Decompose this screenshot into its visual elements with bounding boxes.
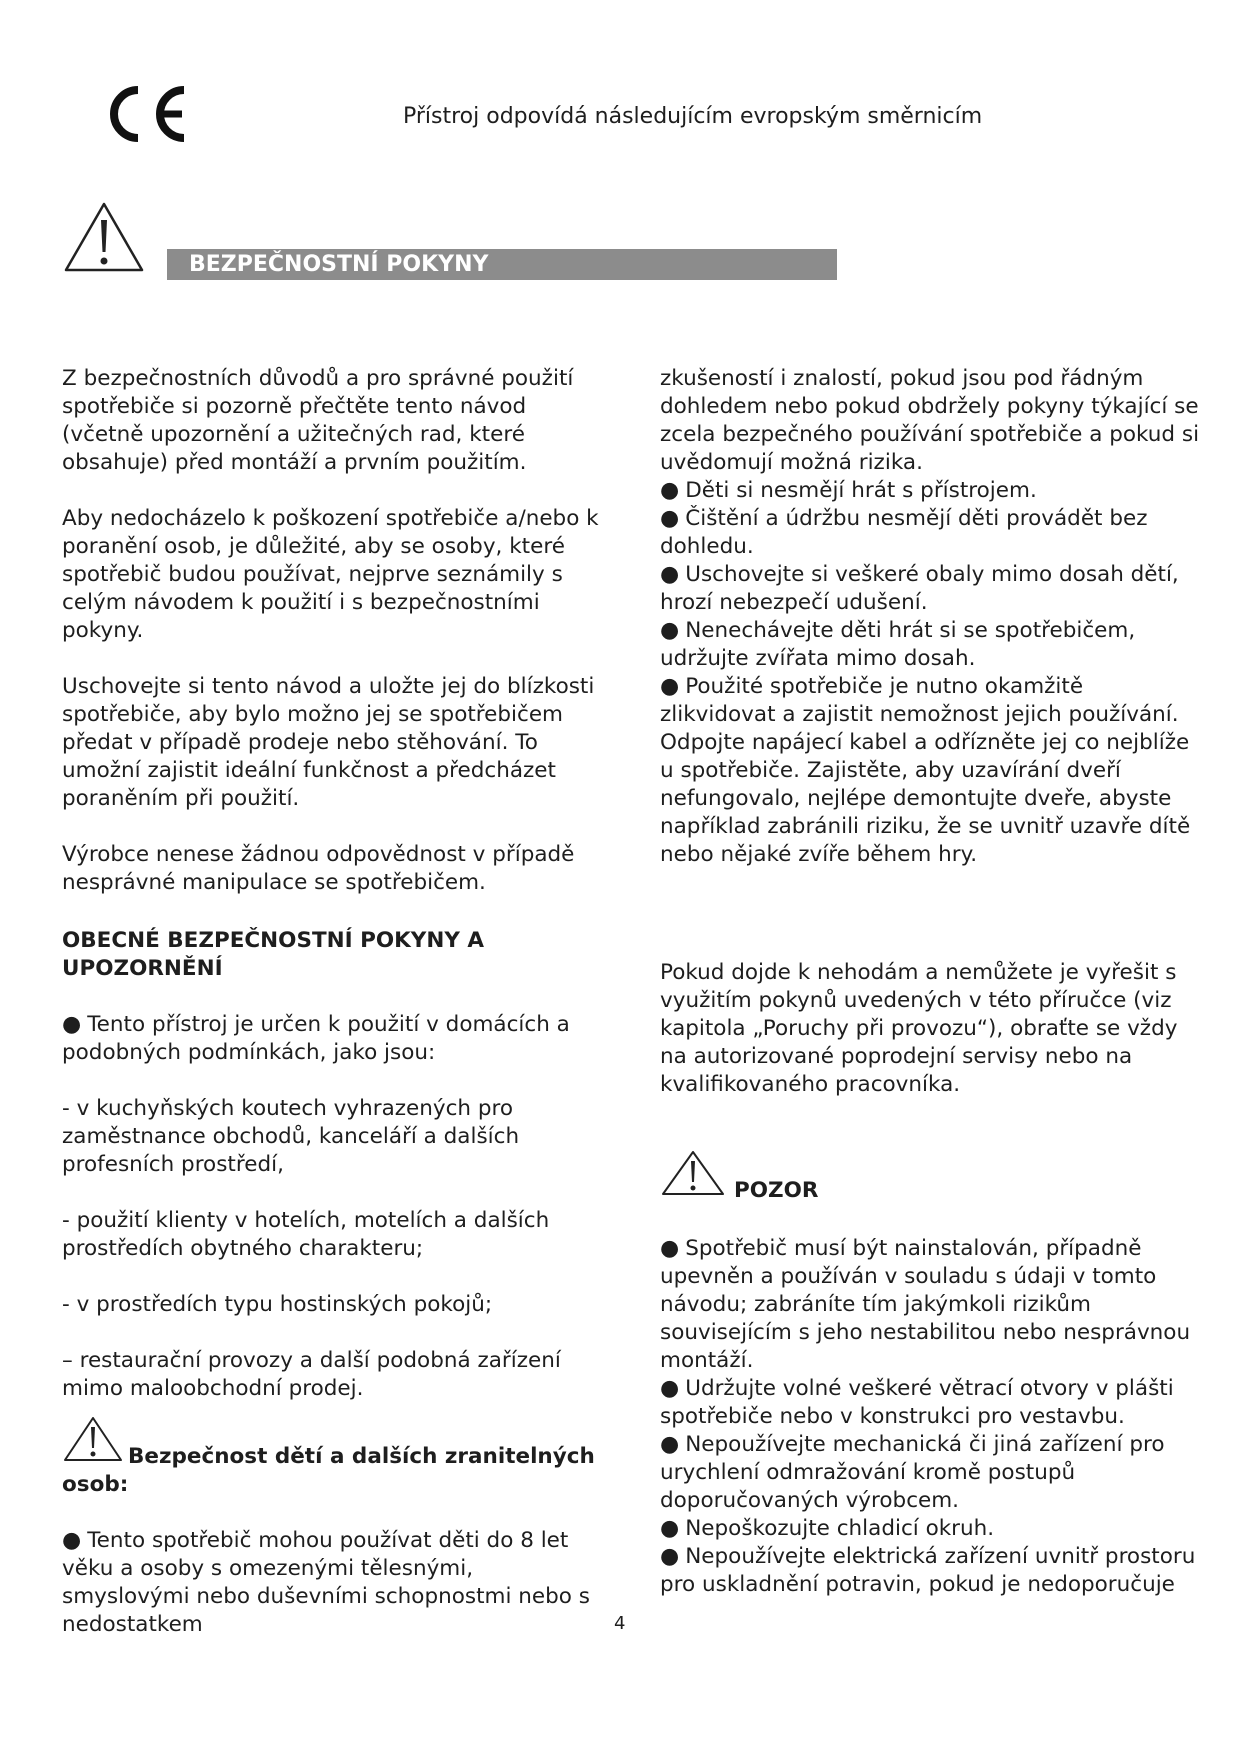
- bullet-text: Použité spotřebiče je nutno okamžitě zlikvidovat a zajistit nemožnost jejich používání. Odpojte napájecí kabel a odřízněte jej co nejblíže u spotřebiče. Zajistěte, aby uzavírání dveří nefungovalo, nejlépe demontujte dveře, abyste například zabránili riziku, že se uvnitř uzavře dítě nebo nějaké zvíře během hry.: [660, 674, 1191, 867]
- bullet-text: Nenechávejte děti hrát si se spotřebičem, udržujte zvířata mimo dosah.: [660, 618, 1136, 671]
- section-title: BEZPEČNOSTNÍ POKYNY: [189, 252, 489, 277]
- pozor-bullet: [660, 1515, 1200, 1543]
- pozor-bullet: [660, 1543, 1200, 1599]
- continued-paragraph: zkušeností i znalostí, pokud jsou pod řádným dohledem nebo pokud obdržely pokyny týkající se zcela bezpečného používání spotřebiče a pokud si uvědomují možná rizika.: [660, 366, 1200, 475]
- bullet-dot: ●: [660, 674, 680, 699]
- warning-triangle-small-icon: [62, 1415, 128, 1471]
- liability-paragraph: Výrobce nenese žádnou odpovědnost v případě nesprávné manipulace se spotřebičem.: [62, 842, 575, 895]
- injury-paragraph: Aby nedocházelo k poškození spotřebiče a/nebo k poranění osob, je důležité, aby se osoby, které spotřebič budou používat, nejprve seznámily s celým návodem k použití i s bezpečnostními pokyny.: [62, 506, 599, 643]
- bullet-domestic: [62, 1011, 602, 1067]
- bullet-dot: ●: [660, 1376, 680, 1401]
- bullet-text: Děti si nesmějí hrát s přístrojem.: [685, 478, 1037, 503]
- bullet-dot: ●: [62, 1012, 82, 1037]
- bullet-dot: ●: [660, 1544, 680, 1569]
- bullet-item: [660, 617, 1200, 673]
- children-heading-text-2: osob:: [62, 1472, 129, 1497]
- bullet-dot: ●: [660, 1516, 680, 1541]
- left-column: [62, 365, 602, 1667]
- bullet-text: Spotřebič musí být nainstalován, případně upevněn a používán v souladu s údaji v tomto návodu; zabráníte tím jakýmkoli rizikům souvisejícím s jeho nestabilitou nebo nesprávnou montáží.: [660, 1236, 1191, 1373]
- ce-mark: [100, 82, 190, 146]
- bullet-item: [660, 505, 1200, 561]
- keep-manual-paragraph: Uschovejte si tento návod a uložte jej do blízkosti spotřebiče, aby bylo možno jej se spotřebičem předat v případě prodeje nebo stěhování. To umožní zajistit ideální funkčnost a předcházet poraněním při použití.: [62, 674, 595, 811]
- bullet-dot: ●: [62, 1528, 82, 1553]
- list-item-restaurants: – restaurační provozy a další podobná zařízení mimo maloobchodní prodej.: [62, 1348, 561, 1401]
- bullet-text: Nepoužívejte elektrická zařízení uvnitř prostoru pro uskladnění potravin, pokud je nedoporučuje: [660, 1544, 1196, 1597]
- bullet-dot: ●: [660, 506, 680, 531]
- pozor-bullet: [660, 1375, 1200, 1431]
- ce-mark-icon: [100, 82, 190, 146]
- bullet-text: Udržujte volné veškeré větrací otvory v plášti spotřebiče nebo v konstrukci pro vestavbu.: [660, 1376, 1174, 1429]
- children-heading-text: Bezpečnost dětí a dalších zranitelných: [128, 1444, 595, 1469]
- list-item-guest-rooms: - v prostředích typu hostinských pokojů;: [62, 1292, 493, 1317]
- page-number: 4: [614, 1613, 626, 1634]
- bullet-item: [660, 673, 1200, 869]
- list-item-hotels: - použití klienty v hotelích, motelích a dalších prostředích obytného charakteru;: [62, 1208, 550, 1261]
- pozor-heading: [660, 1149, 1200, 1205]
- bullet-text: Uschovejte si veškeré obaly mimo dosah dětí, hrozí nebezpečí udušení.: [660, 562, 1179, 615]
- bullet-dot: ●: [660, 1236, 680, 1261]
- bullet-text: Nepoužívejte mechanická či jiná zařízení pro urychlení odmražování kromě postupů doporučovaných výrobcem.: [660, 1432, 1165, 1513]
- bullet-dot: ●: [660, 478, 680, 503]
- right-column: [660, 365, 1200, 1599]
- intro-paragraph: Z bezpečnostních důvodů a pro správné použití spotřebiče si pozorně přečtěte tento návod (včetně upozornění a užitečných rad, které obsahuje) před montáží a prvním použitím.: [62, 366, 574, 475]
- bullet-text: Tento spotřebič mohou používat děti do 8 let věku a osoby s omezenými tělesnými, smyslovými nebo duševními schopnostmi nebo s nedostatkem: [62, 1528, 590, 1637]
- children-heading: [62, 1415, 602, 1499]
- bullet-dot: ●: [660, 618, 680, 643]
- bullet-text: Tento přístroj je určen k použití v domácích a podobných podmínkách, jako jsou:: [62, 1012, 570, 1065]
- accident-paragraph: Pokud dojde k nehodám a nemůžete je vyřešit s využitím pokynů uvedených v této příručce (viz kapitola „Poruchy při provozu“), obraťte se vždy na autorizované poprodejní servisy nebo na kvalifikovaného pracovníka.: [660, 960, 1178, 1097]
- pozor-bullet: [660, 1235, 1200, 1375]
- warning-triangle-icon: [62, 200, 146, 278]
- general-heading: OBECNÉ BEZPEČNOSTNÍ POKYNY A UPOZORNĚNÍ: [62, 928, 485, 981]
- bullet-children: [62, 1527, 602, 1639]
- directive-text: Přístroj odpovídá následujícím evropským směrnicím: [403, 104, 983, 129]
- pozor-bullet: [660, 1431, 1200, 1515]
- bullet-item: [660, 477, 1200, 505]
- pozor-text: POZOR: [734, 1178, 819, 1203]
- bullet-text: Čištění a údržbu nesmějí děti provádět bez dohledu.: [660, 506, 1148, 559]
- bullet-item: [660, 561, 1200, 617]
- warning-triangle-small-icon: [660, 1149, 734, 1205]
- bullet-text: Nepoškozujte chladicí okruh.: [685, 1516, 995, 1541]
- section-title-banner: [167, 249, 837, 280]
- bullet-dot: ●: [660, 1432, 680, 1457]
- list-item-kitchens: - v kuchyňských koutech vyhrazených pro zaměstnance obchodů, kanceláří a dalších profesních prostředí,: [62, 1096, 520, 1177]
- bullet-dot: ●: [660, 562, 680, 587]
